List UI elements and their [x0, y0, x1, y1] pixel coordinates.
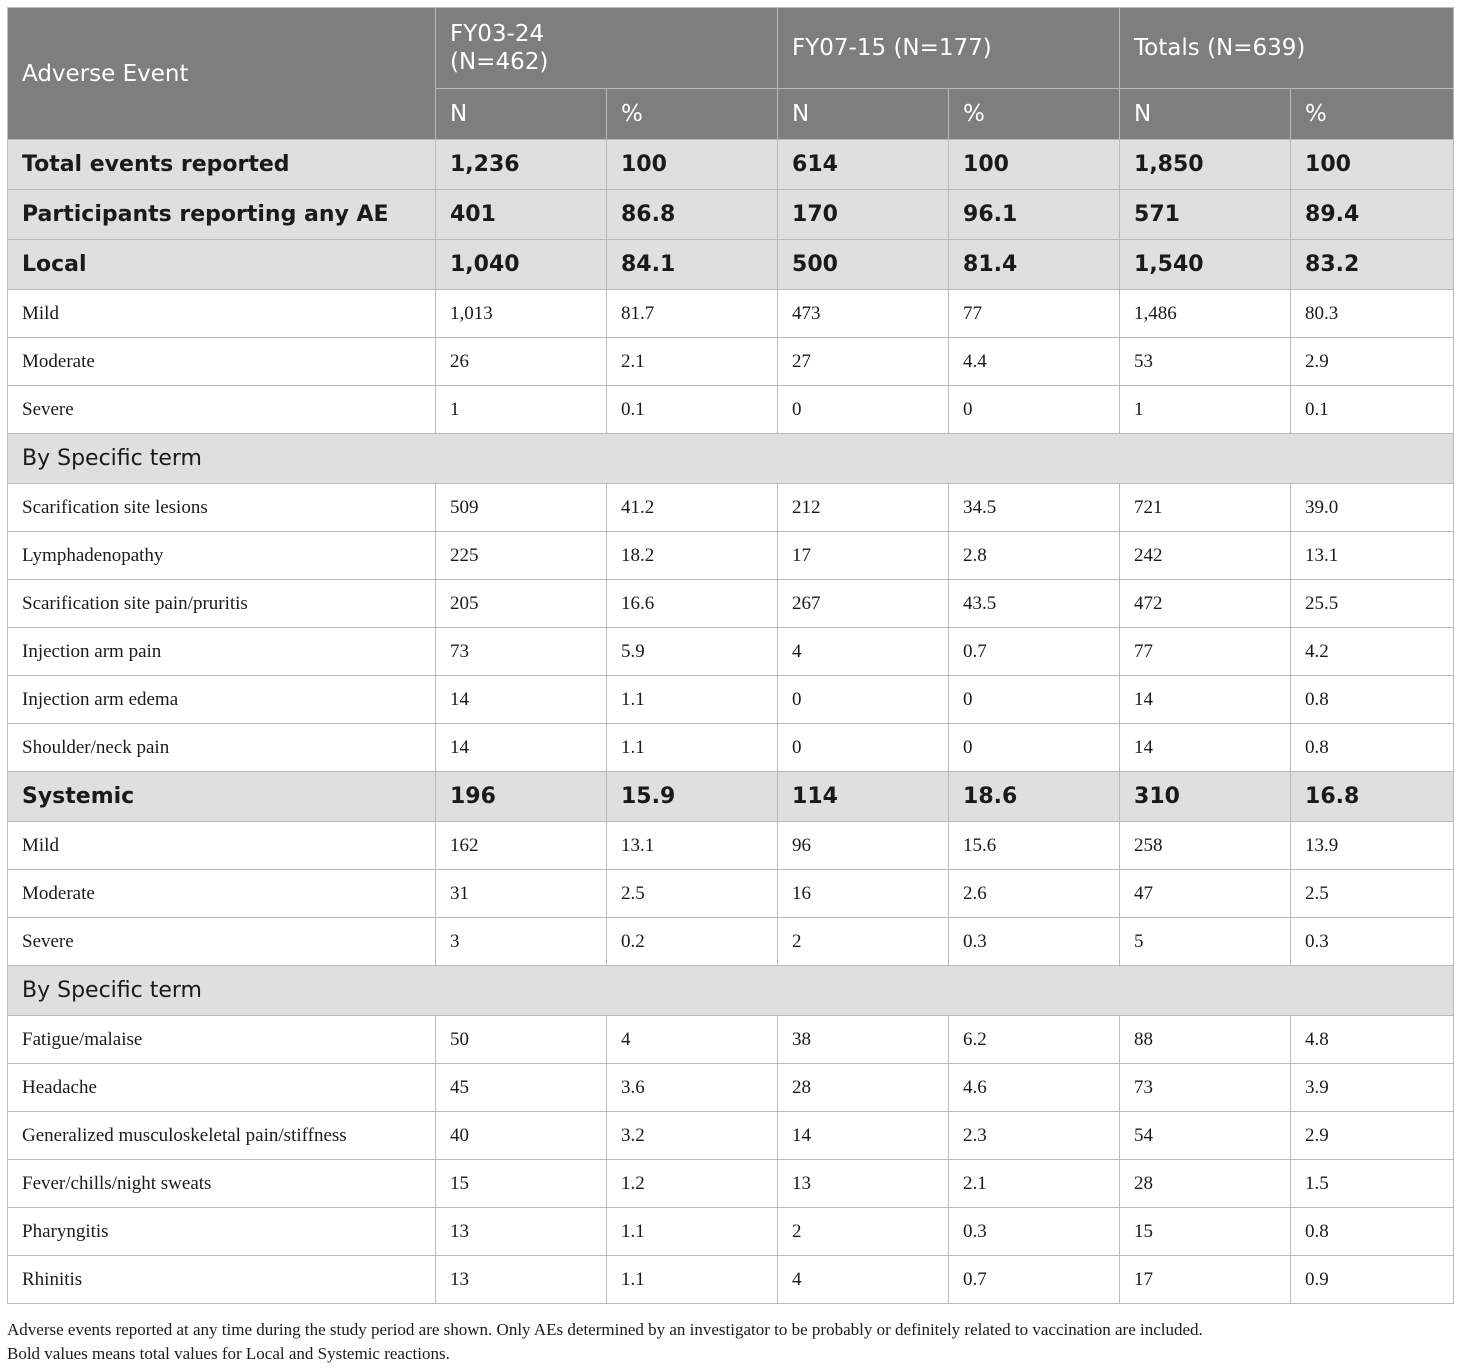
section-row — [8, 434, 1454, 484]
cell-percent: 0.3 — [949, 918, 1120, 966]
row-label: Moderate — [8, 338, 436, 386]
table-row — [8, 724, 1454, 772]
row-label: Local — [8, 240, 436, 290]
cell-count: 54 — [1120, 1112, 1291, 1160]
row-label: Fatigue/malaise — [8, 1016, 436, 1064]
header-subcolumn: N — [778, 89, 949, 140]
row-label: Severe — [8, 386, 436, 434]
table-row — [8, 190, 1454, 240]
cell-count: 38 — [778, 1016, 949, 1064]
cell-count: 472 — [1120, 580, 1291, 628]
cell-count: 1,486 — [1120, 290, 1291, 338]
table-row — [8, 240, 1454, 290]
cell-count: 73 — [436, 628, 607, 676]
cell-percent: 1.2 — [607, 1160, 778, 1208]
row-label: Generalized musculoskeletal pain/stiffness — [8, 1112, 436, 1160]
cell-percent: 15.6 — [949, 822, 1120, 870]
row-label: Moderate — [8, 870, 436, 918]
cell-percent: 2.3 — [949, 1112, 1120, 1160]
cell-percent: 13.1 — [607, 822, 778, 870]
cell-percent: 4 — [607, 1016, 778, 1064]
cell-count: 473 — [778, 290, 949, 338]
cell-percent: 0.9 — [1291, 1256, 1454, 1304]
cell-count: 4 — [778, 1256, 949, 1304]
cell-count: 170 — [778, 190, 949, 240]
row-label: Injection arm pain — [8, 628, 436, 676]
cell-percent: 43.5 — [949, 580, 1120, 628]
cell-percent: 86.8 — [607, 190, 778, 240]
cell-percent: 0.7 — [949, 628, 1120, 676]
table-row — [8, 484, 1454, 532]
cell-percent: 0.3 — [949, 1208, 1120, 1256]
cell-count: 509 — [436, 484, 607, 532]
cell-percent: 34.5 — [949, 484, 1120, 532]
cell-percent: 0.1 — [1291, 386, 1454, 434]
row-label: Mild — [8, 822, 436, 870]
cell-count: 31 — [436, 870, 607, 918]
cell-count: 14 — [1120, 724, 1291, 772]
cell-percent: 0 — [949, 724, 1120, 772]
table-row — [8, 628, 1454, 676]
cell-count: 1,040 — [436, 240, 607, 290]
row-label: By Specific term — [8, 966, 1454, 1016]
header-group-fy07-15: FY07-15 (N=177) — [778, 8, 1120, 89]
cell-count: 721 — [1120, 484, 1291, 532]
footnote: Adverse events reported at any time during the study period are shown. Only AEs determined by an investigator to be probably or definitely related to vaccination are included. — [7, 1320, 1203, 1339]
header-group-fy03-24-line2: (N=462) — [450, 49, 549, 75]
row-label: Headache — [8, 1064, 436, 1112]
header-subcolumn: % — [1291, 89, 1454, 140]
table-row — [8, 676, 1454, 724]
row-label: Fever/chills/night sweats — [8, 1160, 436, 1208]
table-row — [8, 532, 1454, 580]
cell-percent: 2.9 — [1291, 338, 1454, 386]
table-row — [8, 338, 1454, 386]
cell-count: 15 — [1120, 1208, 1291, 1256]
cell-percent: 1.1 — [607, 676, 778, 724]
table-row — [8, 140, 1454, 190]
header-group-fy03-24 — [436, 8, 778, 89]
cell-percent: 84.1 — [607, 240, 778, 290]
cell-percent: 39.0 — [1291, 484, 1454, 532]
cell-count: 310 — [1120, 772, 1291, 822]
header-subcolumn: N — [436, 89, 607, 140]
cell-count: 16 — [778, 870, 949, 918]
cell-count: 17 — [778, 532, 949, 580]
cell-count: 73 — [1120, 1064, 1291, 1112]
cell-count: 114 — [778, 772, 949, 822]
cell-percent: 2.9 — [1291, 1112, 1454, 1160]
table-footnotes — [7, 1318, 1453, 1366]
cell-count: 14 — [778, 1112, 949, 1160]
cell-count: 3 — [436, 918, 607, 966]
cell-percent: 0.3 — [1291, 918, 1454, 966]
cell-count: 4 — [778, 628, 949, 676]
cell-percent: 4.8 — [1291, 1016, 1454, 1064]
cell-count: 28 — [778, 1064, 949, 1112]
cell-percent: 0.2 — [607, 918, 778, 966]
cell-count: 53 — [1120, 338, 1291, 386]
cell-percent: 2.5 — [607, 870, 778, 918]
cell-count: 1,236 — [436, 140, 607, 190]
cell-count: 267 — [778, 580, 949, 628]
cell-count: 15 — [436, 1160, 607, 1208]
cell-percent: 6.2 — [949, 1016, 1120, 1064]
cell-percent: 3.9 — [1291, 1064, 1454, 1112]
cell-count: 1,540 — [1120, 240, 1291, 290]
cell-percent: 96.1 — [949, 190, 1120, 240]
cell-count: 614 — [778, 140, 949, 190]
cell-count: 88 — [1120, 1016, 1291, 1064]
cell-count: 1,850 — [1120, 140, 1291, 190]
cell-percent: 2.1 — [949, 1160, 1120, 1208]
cell-percent: 100 — [1291, 140, 1454, 190]
cell-count: 0 — [778, 676, 949, 724]
cell-percent: 0.1 — [607, 386, 778, 434]
cell-count: 2 — [778, 918, 949, 966]
cell-percent: 3.6 — [607, 1064, 778, 1112]
header-group-fy03-24-line1: FY03-24 — [450, 21, 545, 47]
cell-count: 5 — [1120, 918, 1291, 966]
table-row — [8, 772, 1454, 822]
row-label: Lymphadenopathy — [8, 532, 436, 580]
cell-count: 28 — [1120, 1160, 1291, 1208]
cell-count: 242 — [1120, 532, 1291, 580]
cell-percent: 4.2 — [1291, 628, 1454, 676]
cell-count: 45 — [436, 1064, 607, 1112]
cell-percent: 2.5 — [1291, 870, 1454, 918]
cell-count: 13 — [778, 1160, 949, 1208]
cell-count: 1 — [1120, 386, 1291, 434]
cell-count: 77 — [1120, 628, 1291, 676]
cell-count: 225 — [436, 532, 607, 580]
cell-percent: 15.9 — [607, 772, 778, 822]
cell-percent: 16.6 — [607, 580, 778, 628]
cell-count: 205 — [436, 580, 607, 628]
row-label: Rhinitis — [8, 1256, 436, 1304]
cell-percent: 18.2 — [607, 532, 778, 580]
cell-percent: 0 — [949, 676, 1120, 724]
table-row — [8, 1256, 1454, 1304]
header-subcolumn: % — [949, 89, 1120, 140]
table-header — [8, 8, 1454, 140]
cell-percent: 0 — [949, 386, 1120, 434]
row-label: Participants reporting any AE — [8, 190, 436, 240]
cell-percent: 5.9 — [607, 628, 778, 676]
cell-count: 258 — [1120, 822, 1291, 870]
cell-count: 571 — [1120, 190, 1291, 240]
cell-percent: 0.8 — [1291, 1208, 1454, 1256]
cell-percent: 2.6 — [949, 870, 1120, 918]
cell-count: 500 — [778, 240, 949, 290]
cell-count: 0 — [778, 724, 949, 772]
cell-count: 17 — [1120, 1256, 1291, 1304]
table-row — [8, 1208, 1454, 1256]
cell-count: 1,013 — [436, 290, 607, 338]
cell-percent: 1.5 — [1291, 1160, 1454, 1208]
cell-percent: 77 — [949, 290, 1120, 338]
cell-percent: 1.1 — [607, 1256, 778, 1304]
cell-count: 50 — [436, 1016, 607, 1064]
adverse-events-table — [7, 7, 1454, 1304]
cell-count: 96 — [778, 822, 949, 870]
footnote: Bold values means total values for Local and Systemic reactions. — [7, 1344, 450, 1363]
table-row — [8, 1160, 1454, 1208]
cell-percent: 89.4 — [1291, 190, 1454, 240]
row-label: Pharyngitis — [8, 1208, 436, 1256]
cell-percent: 3.2 — [607, 1112, 778, 1160]
cell-percent: 100 — [949, 140, 1120, 190]
cell-percent: 18.6 — [949, 772, 1120, 822]
cell-percent: 80.3 — [1291, 290, 1454, 338]
cell-percent: 13.9 — [1291, 822, 1454, 870]
cell-percent: 4.6 — [949, 1064, 1120, 1112]
cell-percent: 41.2 — [607, 484, 778, 532]
table-row — [8, 870, 1454, 918]
header-subcolumn: % — [607, 89, 778, 140]
cell-count: 27 — [778, 338, 949, 386]
cell-percent: 81.7 — [607, 290, 778, 338]
table-row — [8, 386, 1454, 434]
row-label: Scarification site lesions — [8, 484, 436, 532]
cell-percent: 25.5 — [1291, 580, 1454, 628]
row-label: Scarification site pain/pruritis — [8, 580, 436, 628]
cell-count: 1 — [436, 386, 607, 434]
table-row — [8, 580, 1454, 628]
table-row — [8, 290, 1454, 338]
cell-percent: 16.8 — [1291, 772, 1454, 822]
cell-count: 47 — [1120, 870, 1291, 918]
cell-count: 14 — [436, 724, 607, 772]
cell-count: 26 — [436, 338, 607, 386]
header-row-groups — [8, 8, 1454, 89]
header-group-totals: Totals (N=639) — [1120, 8, 1454, 89]
table-row — [8, 822, 1454, 870]
cell-percent: 100 — [607, 140, 778, 190]
cell-percent: 2.8 — [949, 532, 1120, 580]
header-subcolumn: N — [1120, 89, 1291, 140]
cell-count: 14 — [436, 676, 607, 724]
cell-percent: 1.1 — [607, 724, 778, 772]
header-adverse-event: Adverse Event — [8, 8, 436, 140]
table-row — [8, 1016, 1454, 1064]
cell-percent: 83.2 — [1291, 240, 1454, 290]
cell-percent: 81.4 — [949, 240, 1120, 290]
cell-count: 13 — [436, 1208, 607, 1256]
cell-percent: 1.1 — [607, 1208, 778, 1256]
cell-count: 2 — [778, 1208, 949, 1256]
cell-percent: 4.4 — [949, 338, 1120, 386]
table-row — [8, 918, 1454, 966]
row-label: By Specific term — [8, 434, 1454, 484]
cell-count: 212 — [778, 484, 949, 532]
row-label: Injection arm edema — [8, 676, 436, 724]
cell-count: 401 — [436, 190, 607, 240]
table-body — [8, 140, 1454, 1304]
cell-percent: 13.1 — [1291, 532, 1454, 580]
cell-count: 0 — [778, 386, 949, 434]
row-label: Severe — [8, 918, 436, 966]
cell-count: 14 — [1120, 676, 1291, 724]
cell-percent: 0.7 — [949, 1256, 1120, 1304]
cell-percent: 2.1 — [607, 338, 778, 386]
row-label: Mild — [8, 290, 436, 338]
cell-count: 196 — [436, 772, 607, 822]
row-label: Shoulder/neck pain — [8, 724, 436, 772]
row-label: Total events reported — [8, 140, 436, 190]
cell-percent: 0.8 — [1291, 724, 1454, 772]
cell-count: 40 — [436, 1112, 607, 1160]
cell-count: 162 — [436, 822, 607, 870]
section-row — [8, 966, 1454, 1016]
table-row — [8, 1112, 1454, 1160]
row-label: Systemic — [8, 772, 436, 822]
cell-count: 13 — [436, 1256, 607, 1304]
cell-percent: 0.8 — [1291, 676, 1454, 724]
table-row — [8, 1064, 1454, 1112]
